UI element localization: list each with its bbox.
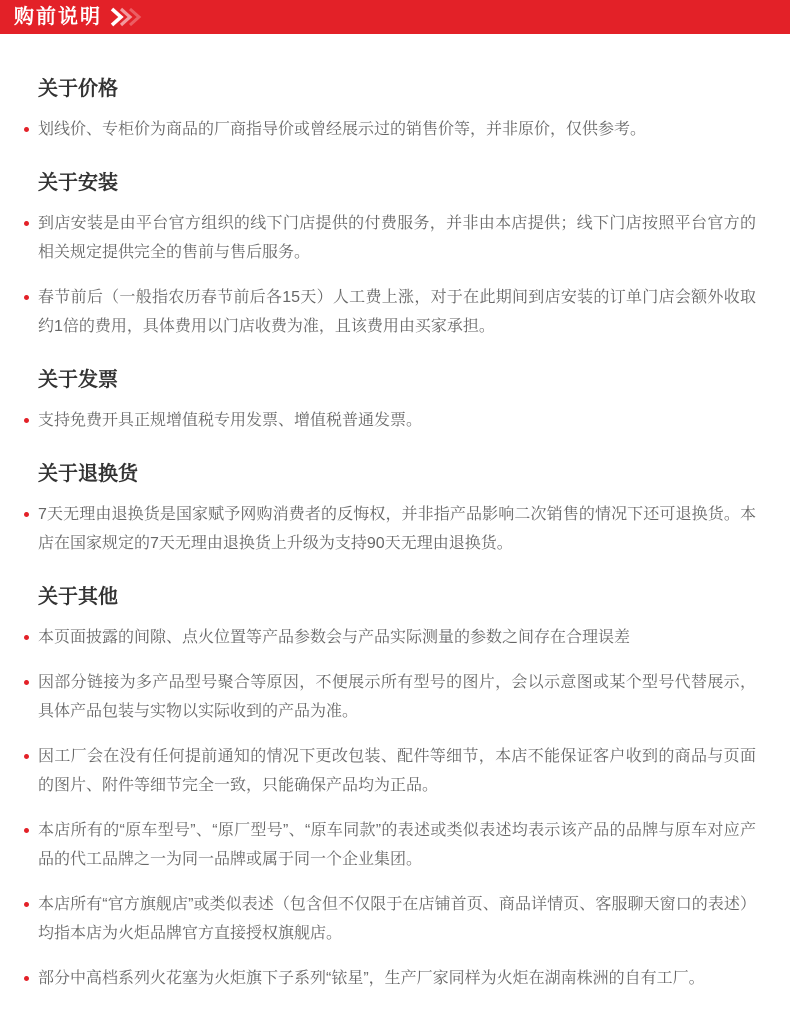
bullet-item — [38, 964, 756, 993]
section-title-banner — [0, 0, 790, 34]
bullet-text: 支持免费开具正规增值税专用发票、增值税普通发票。 — [38, 412, 423, 429]
bullet-item — [38, 742, 756, 800]
bullet-dot-icon — [24, 127, 29, 132]
notice-section — [38, 76, 756, 144]
notes-sections-container — [0, 34, 790, 1033]
bullet-dot-icon — [24, 512, 29, 517]
bullet-text: 本店所有的“原车型号”、“原厂型号”、“原车同款”的表述或类似表述均表示该产品的品牌与原车对应产品的代工品牌之一为同一品牌或属于同一个企业集团。 — [38, 822, 756, 868]
bullet-text: 本页面披露的间隙、点火位置等产品参数会与产品实际测量的参数之间存在合理误差 — [38, 629, 631, 646]
bullet-text: 春节前后（一般指农历春节前后各15天）人工费上涨，对于在此期间到店安装的订单门店会额外收取约1倍的费用，具体费用以门店收费为准，且该费用由买家承担。 — [38, 289, 756, 335]
bullet-text: 本店所有“官方旗舰店”或类似表述（包含但不仅限于在店铺首页、商品详情页、客服聊天窗口的表述）均指本店为火炬品牌官方直接授权旗舰店。 — [38, 896, 756, 942]
bullet-text: 部分中高档系列火花塞为火炬旗下子系列“铱星”，生产厂家同样为火炬在湖南株洲的自有工厂。 — [38, 970, 705, 987]
section-heading: 关于退换货 — [38, 463, 138, 485]
bullet-text: 划线价、专柜价为商品的厂商指导价或曾经展示过的销售价等，并非原价，仅供参考。 — [38, 121, 647, 138]
notice-section — [38, 170, 756, 341]
bullet-item — [38, 115, 756, 144]
bullet-dot-icon — [24, 635, 29, 640]
bullet-item — [38, 406, 756, 435]
bullet-dot-icon — [24, 418, 29, 423]
bullet-text: 7天无理由退换货是国家赋予网购消费者的反悔权，并非指产品影响二次销售的情况下还可退换货。本店在国家规定的7天无理由退换货上升级为支持90天无理由退换货。 — [38, 506, 756, 552]
bullet-item — [38, 500, 756, 558]
bullet-dot-icon — [24, 828, 29, 833]
bullet-item — [38, 668, 756, 726]
bullet-text: 因工厂会在没有任何提前通知的情况下更改包装、配件等细节，本店不能保证客户收到的商品与页面的图片、附件等细节完全一致，只能确保产品均为正品。 — [38, 748, 756, 794]
bullet-item — [38, 816, 756, 874]
bullet-dot-icon — [24, 902, 29, 907]
bullet-text: 到店安装是由平台官方组织的线下门店提供的付费服务，并非由本店提供；线下门店按照平台官方的相关规定提供完全的售前与售后服务。 — [38, 215, 756, 261]
bullet-dot-icon — [24, 221, 29, 226]
bullet-dot-icon — [24, 680, 29, 685]
chevron-double-right-icon — [110, 7, 144, 27]
bullet-dot-icon — [24, 754, 29, 759]
bullet-item — [38, 890, 756, 948]
bullet-dot-icon — [24, 976, 29, 981]
section-heading: 关于安装 — [38, 172, 118, 194]
section-heading: 关于发票 — [38, 369, 118, 391]
banner-title: 购前说明 — [14, 6, 102, 28]
bullet-text: 因部分链接为多产品型号聚合等原因，不便展示所有型号的图片，会以示意图或某个型号代替展示，具体产品包装与实物以实际收到的产品为准。 — [38, 674, 756, 720]
notice-section — [38, 367, 756, 435]
section-heading: 关于其他 — [38, 586, 118, 608]
section-heading: 关于价格 — [38, 78, 118, 100]
notice-section — [38, 461, 756, 558]
bullet-item — [38, 283, 756, 341]
notice-section — [38, 584, 756, 993]
bullet-dot-icon — [24, 295, 29, 300]
bullet-item — [38, 209, 756, 267]
bullet-item — [38, 623, 756, 652]
